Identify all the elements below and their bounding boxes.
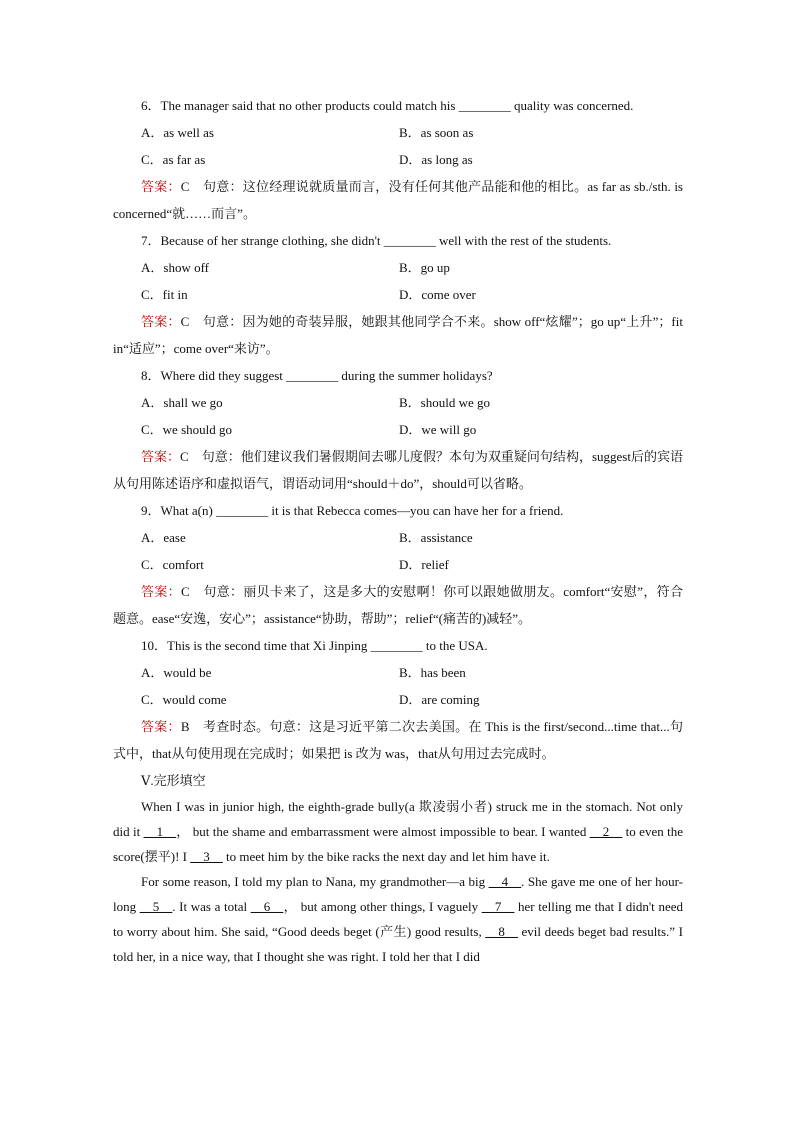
question-9 <box>113 497 683 632</box>
answer-label: 答案： <box>141 314 181 329</box>
cloze-text: When I was in junior high, the eighth-grade bully(a 欺凌弱小者) struck me in the stomach. Not only did it <box>113 799 683 839</box>
option-c: C．would come <box>141 692 227 707</box>
question-8 <box>113 362 683 497</box>
cloze-blank-4: __4__ <box>488 874 522 889</box>
answer-label: 答案： <box>141 584 181 599</box>
cloze-text: to even the score(摆平)! I <box>113 824 683 864</box>
option-c: C．fit in <box>141 287 188 302</box>
cloze-blank-1: __1__ <box>143 824 177 839</box>
answer-explanation <box>113 173 683 227</box>
option-d: D．are coming <box>399 692 480 707</box>
cloze-blank-5: __5__ <box>139 899 173 914</box>
cloze-paragraph-1 <box>113 794 683 869</box>
cloze-text: her telling me that I didn't need to worry about him. She said, “Good deeds beget (产生) good results, <box>113 899 683 939</box>
options-row <box>141 686 683 713</box>
answer-explanation <box>113 443 683 497</box>
option-d: D．we will go <box>399 422 477 437</box>
cloze-text: . It was a total <box>172 899 251 914</box>
options-row <box>141 416 683 443</box>
question-10 <box>113 632 683 767</box>
question-6 <box>113 92 683 227</box>
option-c: C．comfort <box>141 557 204 572</box>
answer-label: 答案： <box>141 449 181 464</box>
options-row <box>141 524 683 551</box>
cloze-paragraph-2 <box>113 869 683 969</box>
cloze-text: For some reason, I told my plan to Nana, my grandmother—a big <box>141 874 489 889</box>
options-row <box>141 659 683 686</box>
answer-label: 答案： <box>141 179 181 194</box>
option-c: C．as far as <box>141 152 206 167</box>
cloze-text: . She gave me one of her hour-long <box>113 874 683 914</box>
options-row <box>141 119 683 146</box>
cloze-blank-2: __2__ <box>589 824 623 839</box>
cloze-blank-3: __3__ <box>190 849 223 864</box>
cloze-text: ， but among other things, I vaguely <box>283 899 482 914</box>
option-a: A．as well as <box>141 125 214 140</box>
option-a: A．show off <box>141 260 210 275</box>
option-a: A．ease <box>141 530 186 545</box>
options-row <box>141 389 683 416</box>
section-title: Ⅴ.完形填空 <box>141 773 206 788</box>
option-d: D．relief <box>399 557 449 572</box>
question-stem: 10．This is the second time that Xi Jinping ________ to the USA. <box>141 638 488 653</box>
answer-text: C 句意：丽贝卡来了，这是多大的安慰啊！你可以跟她做朋友。comfort“安慰”，符合题意。ease“安逸，安心”；assistance“协助，帮助”；relief“(痛苦的)减轻”。 <box>113 584 683 626</box>
question-stem: 6．The manager said that no other products could match his ________ quality was concerned. <box>141 98 634 113</box>
answer-text: C 句意：他们建议我们暑假期间去哪儿度假？本句为双重疑问句结构，suggest后的宾语从句用陈述语序和虚拟语气，谓语动词用“should＋do”，should可以省略。 <box>113 449 683 491</box>
options-row <box>141 281 683 308</box>
option-d: D．come over <box>399 287 476 302</box>
answer-explanation <box>113 308 683 362</box>
question-7 <box>113 227 683 362</box>
options-row <box>141 551 683 578</box>
cloze-text: to meet him by the bike racks the next day and let him have it. <box>222 849 550 864</box>
option-b: B．assistance <box>399 530 473 545</box>
options-row <box>141 146 683 173</box>
answer-explanation <box>113 578 683 632</box>
cloze-blank-7: __7__ <box>481 899 515 914</box>
option-d: D．as long as <box>399 152 473 167</box>
cloze-text: ， but the shame and embarrassment were almost impossible to bear. I wanted <box>176 824 590 839</box>
option-b: B．should we go <box>399 395 491 410</box>
answer-text: B 考查时态。句意：这是习近平第二次去美国。在 This is the first/second...time that...句式中，that从句使用现在完成时；如果把 is 改为 was，that从句用过去完成时。 <box>113 719 683 761</box>
document-page <box>113 92 683 969</box>
cloze-blank-6: __6__ <box>250 899 284 914</box>
answer-label: 答案： <box>141 719 181 734</box>
question-stem: 8．Where did they suggest ________ during the summer holidays? <box>141 368 493 383</box>
answer-text: C 句意：因为她的奇装异服，她跟其他同学合不来。show off“炫耀”；go up“上升”；fit in“适应”；come over“来访”。 <box>113 314 683 356</box>
answer-explanation <box>113 713 683 767</box>
answer-text: C 句意：这位经理说就质量而言，没有任何其他产品能和他的相比。as far as sb./sth. is concerned“就……而言”。 <box>113 179 683 221</box>
options-row <box>141 254 683 281</box>
option-b: B．has been <box>399 665 466 680</box>
question-stem: 9．What a(n) ________ it is that Rebecca comes—you can have her for a friend. <box>141 503 564 518</box>
cloze-blank-8: __8__ <box>485 924 518 939</box>
question-stem: 7．Because of her strange clothing, she didn't ________ well with the rest of the students. <box>141 233 612 248</box>
option-a: A．shall we go <box>141 395 223 410</box>
cloze-text: evil deeds beget bad results.” I told her, in a nice way, that I thought she was right. I told her that I did <box>113 924 683 964</box>
option-b: B．go up <box>399 260 450 275</box>
option-b: B．as soon as <box>399 125 474 140</box>
option-c: C．we should go <box>141 422 233 437</box>
option-a: A．would be <box>141 665 212 680</box>
